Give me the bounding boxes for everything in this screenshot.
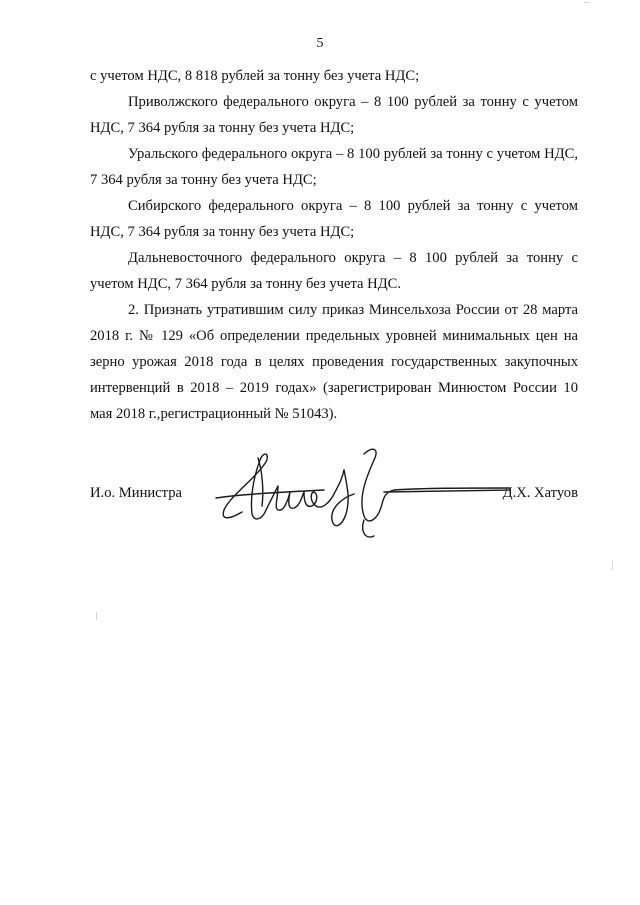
signer-title: И.о. Министра (90, 485, 182, 501)
handwritten-signature (214, 440, 514, 550)
scan-artifact (96, 612, 97, 620)
paragraph-volga-district: Приволжского федерального округа – 8 100 рублей за тонну с учетом НДС, 7 364 рубля за тонну без учета НДС; (90, 94, 578, 136)
page-number: 5 (316, 36, 324, 51)
document-body (90, 63, 578, 427)
paragraph-order-repeal: 2. Признать утратившим силу приказ Минсельхоза России от 28 марта 2018 г. № 129 «Об определении предельных уровней минимальных цен на зерно урожая 2018 года в целях проведения государственных закупочных интервенций в 2018 – 2019 годах» (зарегистрирован Минюстом России 10 мая 2018 г.,регистрационный № 51043). (90, 302, 578, 422)
paragraph-ural-district: Уральского федерального округа – 8 100 рублей за тонну с учетом НДС, 7 364 рубля за тонну без учета НДС; (90, 146, 578, 188)
scan-artifact (584, 2, 590, 3)
paragraph-siberian-district: Сибирского федерального округа – 8 100 рублей за тонну с учетом НДС, 7 364 рубля за тонну без учета НДС; (90, 198, 578, 240)
paragraph-far-eastern-district: Дальневосточного федерального округа – 8 100 рублей за тонну с учетом НДС, 7 364 рубля за тонну без учета НДС. (90, 250, 578, 292)
signer-name: Д.Х. Хатуов (502, 485, 578, 501)
scan-artifact (612, 560, 613, 570)
paragraph-continuation: с учетом НДС, 8 818 рублей за тонну без учета НДС; (90, 68, 420, 84)
